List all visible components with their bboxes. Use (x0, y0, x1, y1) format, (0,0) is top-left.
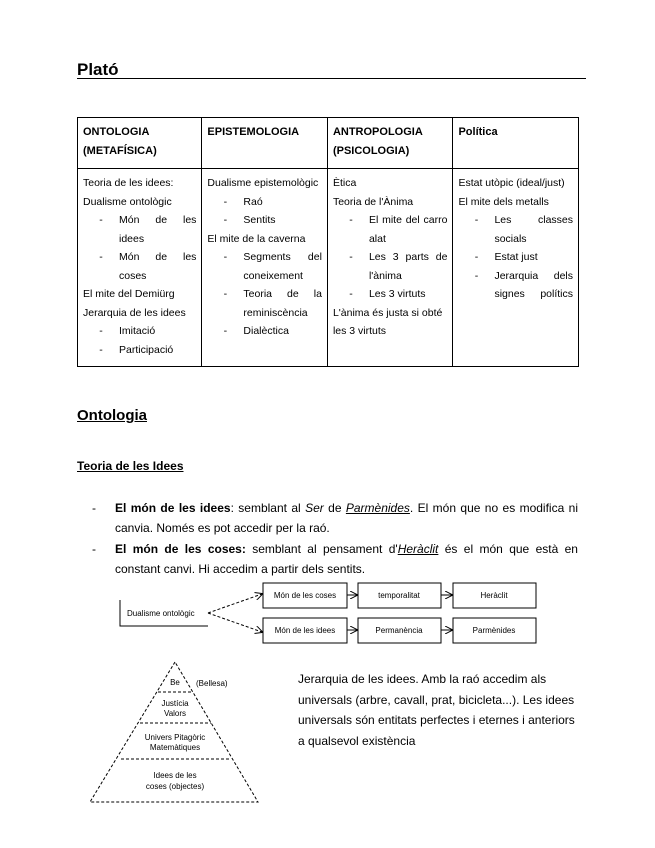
svg-text:Heràclit: Heràclit (480, 591, 508, 600)
header-ontologia: ONTOLOGIA (METAFÍSICA) (78, 118, 202, 169)
bullet-mon-coses: - El món de les coses: semblant al pensament d'Heràclit és el món que està en constant canvi. Hi accedim a partir dels sentits. (92, 542, 578, 576)
dualism-flow-diagram (120, 583, 536, 643)
page-title: Plató (77, 60, 119, 79)
pyramid-level-2b: Valors (163, 709, 187, 718)
pyramid-level-4b: coses (objectes) (145, 782, 205, 791)
svg-text:Món de les idees: Món de les idees (274, 626, 336, 635)
cell-politica: Estat utòpic (ideal/just) El mite dels metalls - Les classes socials - Estat just - Jerarquia dels signes polítics (453, 169, 579, 367)
pyramid-level-1: Be (170, 678, 180, 687)
ideas-pyramid (90, 662, 258, 802)
section-heading: Ontologia (77, 407, 147, 424)
svg-text:temporalitat: temporalitat (378, 591, 420, 600)
svg-text:Permanència: Permanència (375, 626, 423, 635)
header-politica: Política (453, 118, 579, 169)
subsection-heading: Teoria de les Idees (77, 459, 184, 473)
pyramid-level-4a: Idees de les (153, 771, 197, 780)
pyramid-level-1-note: (Bellesa) (196, 679, 228, 688)
header-epistemologia: EPISTEMOLOGIA (202, 118, 328, 169)
cell-antropologia: Ètica Teoria de l'Ànima - El mite del carro alat - Les 3 parts de l'ànima - Les 3 virtuts L'ànima és justa si obté les 3 virtuts (327, 169, 453, 367)
svg-text:Món de les coses: Món de les coses (273, 591, 337, 600)
diagram-root: Dualisme ontològic (127, 609, 195, 618)
header-antropologia: ANTROPOLOGIA (PSICOLOGIA) (327, 118, 453, 169)
bullet-mon-idees: - El món de les idees: semblant al Ser de Parmènides. El món que no es modifica ni canvia. Només es pot accedir per la raó. (92, 501, 578, 535)
pyramid-level-3b: Matemàtiques (149, 743, 201, 752)
pyramid-level-2a: Justícia (161, 699, 189, 708)
pyramid-level-3a: Univers Pitagòric (144, 733, 206, 742)
svg-text:Parmènides: Parmènides (472, 626, 516, 635)
cell-epistemologia: Dualisme epistemològic - Raó - Sentits El mite de la caverna - Segments del coneixement - Teoria de la reminiscència - Dialèctica (202, 169, 328, 367)
cell-ontologia: Teoria de les idees: Dualisme ontològic - Món de les idees - Món de les coses El mite del Demiürg Jerarquia de les idees - Imitació - Participació (78, 169, 202, 367)
pyramid-description: Jerarquia de les idees. Amb la raó accedim als universals (arbre, cavall, prat, bicicleta...). Les idees universals són entitats perfectes i eternes i anteriors a qualsevol existència (298, 672, 575, 748)
